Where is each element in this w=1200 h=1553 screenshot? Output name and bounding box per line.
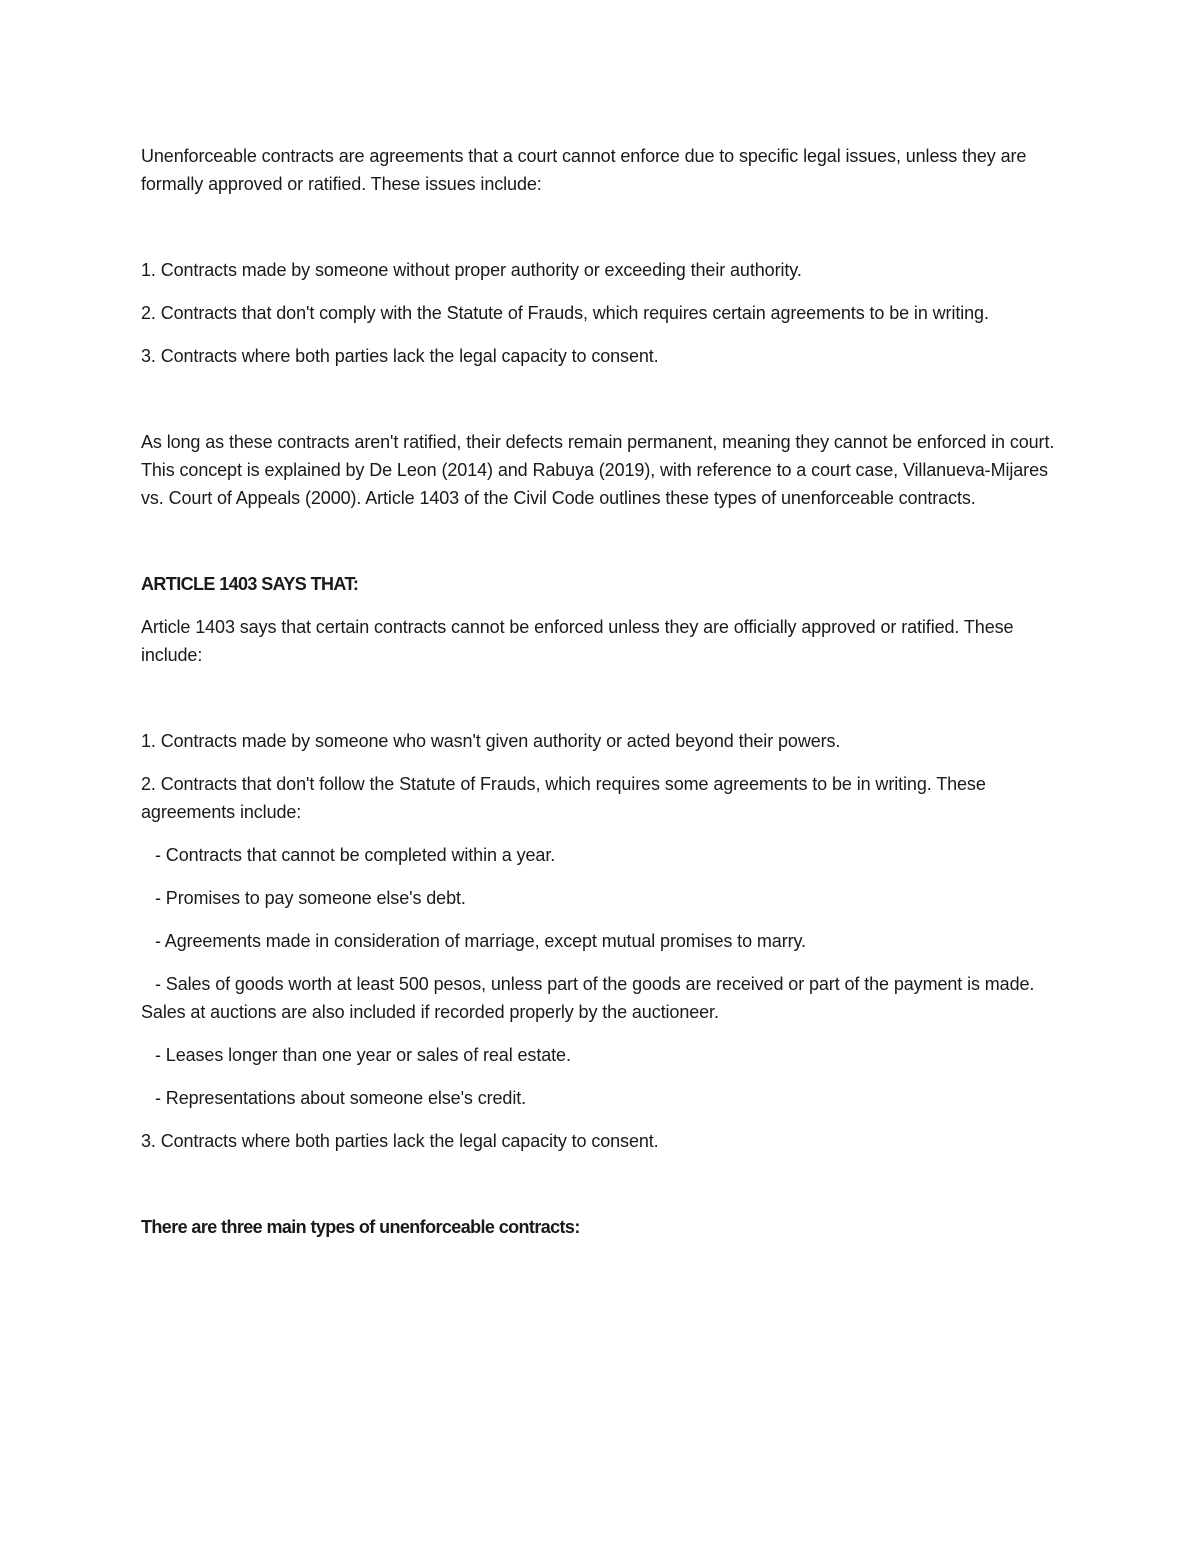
ratification-paragraph: As long as these contracts aren't ratified, their defects remain permanent, meaning they cannot be enforced in court. This concept is explained by De Leon (2014) and Rabuya (2019), with reference to a court case, Villanueva-Mijares vs. Court of Appeals (2000). Article 1403 of the Civil Code outlines these types of unenforceable contracts. xyxy=(141,432,1055,508)
intro-list-item-3: 3. Contracts where both parties lack the legal capacity to consent. xyxy=(141,346,659,366)
article-heading: ARTICLE 1403 SAYS THAT: xyxy=(141,574,359,594)
article-sub-item: - Promises to pay someone else's debt. xyxy=(155,888,466,908)
intro-list-item-2: 2. Contracts that don't comply with the Statute of Frauds, which requires certain agreements to be in writing. xyxy=(141,303,989,323)
article-list-item-2: 2. Contracts that don't follow the Statute of Frauds, which requires some agreements to be in writing. These agreements include: xyxy=(141,774,986,822)
article-sub-item: - Sales of goods worth at least 500 pesos, unless part of the goods are received or part of the payment is made. Sales at auctions are also included if recorded properly by the auctioneer. xyxy=(141,974,1035,1022)
article-sub-item: - Representations about someone else's credit. xyxy=(155,1088,527,1108)
article-sub-item: - Contracts that cannot be completed within a year. xyxy=(155,845,556,865)
article-list-item-3: 3. Contracts where both parties lack the legal capacity to consent. xyxy=(141,1131,659,1151)
article-paragraph: Article 1403 says that certain contracts cannot be enforced unless they are officially approved or ratified. These include: xyxy=(141,617,1014,665)
intro-list-item-1: 1. Contracts made by someone without proper authority or exceeding their authority. xyxy=(141,260,802,280)
article-sub-item: - Agreements made in consideration of marriage, except mutual promises to marry. xyxy=(155,931,806,951)
types-heading: There are three main types of unenforceable contracts: xyxy=(141,1217,580,1237)
intro-paragraph: Unenforceable contracts are agreements that a court cannot enforce due to specific legal issues, unless they are formally approved or ratified. These issues include: xyxy=(141,146,1027,194)
document-body xyxy=(141,142,1056,1241)
article-list-item-1: 1. Contracts made by someone who wasn't given authority or acted beyond their powers. xyxy=(141,731,841,751)
article-sub-item: - Leases longer than one year or sales of real estate. xyxy=(155,1045,571,1065)
